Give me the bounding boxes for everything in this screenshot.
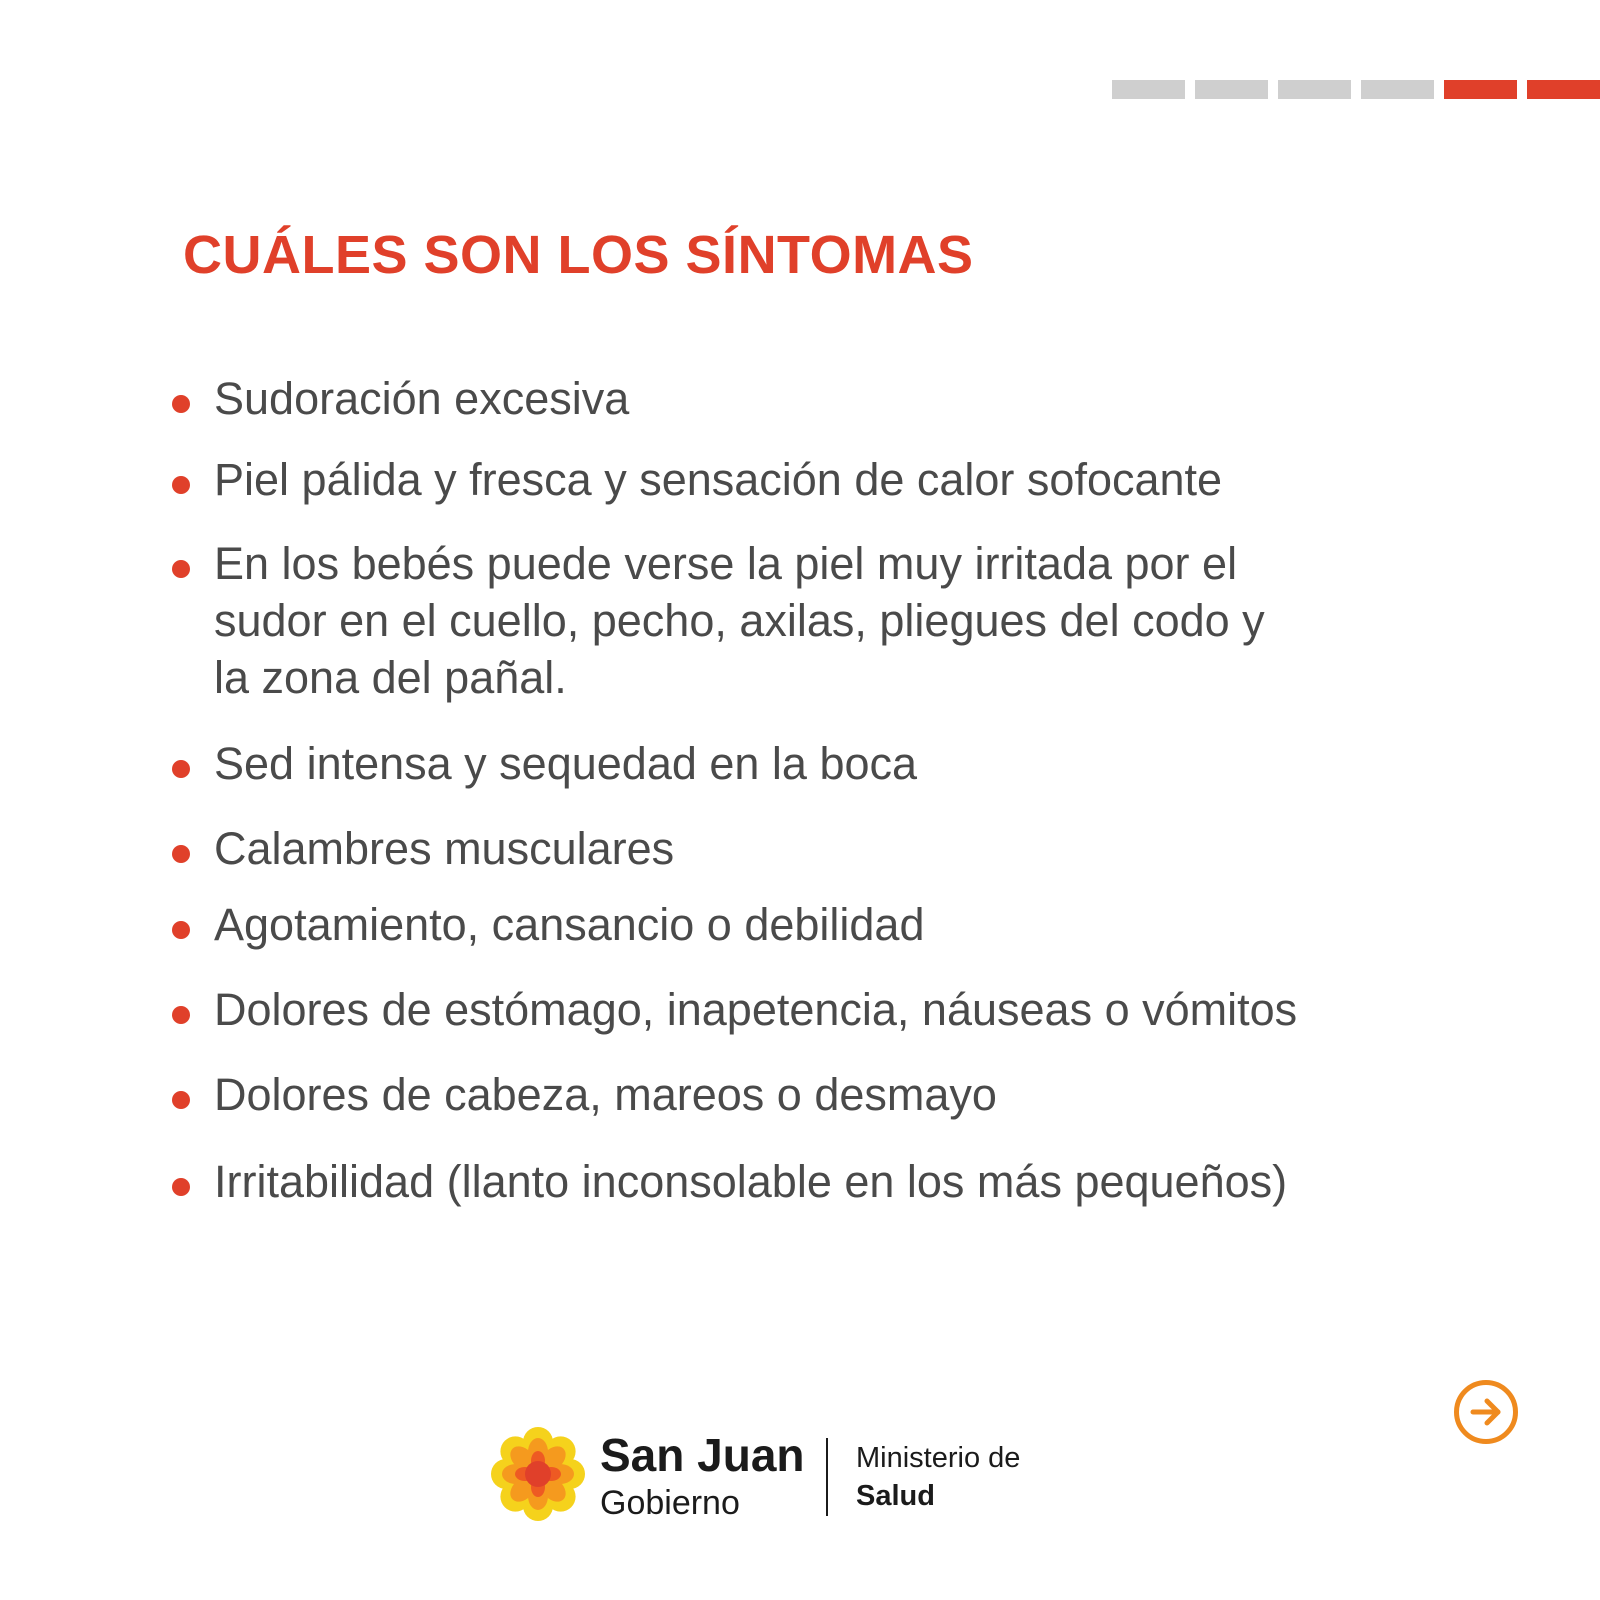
symptom-text: Piel pálida y fresca y sensación de calor sofocante (214, 454, 1223, 505)
symptom-text: Agotamiento, cansancio o debilidad (214, 899, 925, 950)
progress-segment (1278, 80, 1351, 99)
bullet-icon (172, 845, 190, 863)
symptom-text: Sudoración excesiva (214, 373, 630, 424)
bullet-icon (172, 395, 190, 413)
symptom-item (172, 896, 1392, 953)
ministry-label: Ministerio de (856, 1442, 1021, 1474)
footer-logo (490, 1426, 1050, 1526)
symptom-item (172, 735, 1392, 792)
progress-segment (1361, 80, 1434, 99)
symptom-item (172, 370, 1392, 427)
page-title: CUÁLES SON LOS SÍNTOMAS (183, 225, 974, 285)
bullet-icon (172, 1006, 190, 1024)
symptom-item (172, 981, 1392, 1038)
bullet-icon (172, 1091, 190, 1109)
bullet-icon (172, 760, 190, 778)
symptom-item (172, 820, 1392, 877)
brand-name: San Juan (600, 1429, 805, 1481)
bullet-icon (172, 1178, 190, 1196)
next-slide-button[interactable] (1454, 1380, 1518, 1444)
bullet-icon (172, 921, 190, 939)
symptom-item (172, 451, 1392, 508)
symptom-text: Calambres musculares (214, 823, 675, 874)
brand-subtitle: Gobierno (600, 1484, 740, 1522)
progress-segment (1112, 80, 1185, 99)
progress-segment (1195, 80, 1268, 99)
symptom-text: En los bebés puede verse la piel muy irritada por el sudor en el cuello, pecho, axilas, pliegues del codo y la zona del pañal. (214, 538, 1265, 703)
logo-divider (826, 1438, 828, 1516)
symptom-text: Dolores de estómago, inapetencia, náuseas o vómitos (214, 984, 1298, 1035)
symptom-item (172, 1153, 1392, 1210)
symptom-item (172, 1066, 1392, 1123)
ministry-name: Salud (856, 1480, 935, 1512)
progress-segment-active (1527, 80, 1600, 99)
symptom-text: Sed intensa y sequedad en la boca (214, 738, 918, 789)
san-juan-flower-logo-icon (490, 1426, 586, 1522)
slide-progress-indicator (1112, 80, 1600, 99)
progress-segment-active (1444, 80, 1517, 99)
bullet-icon (172, 476, 190, 494)
symptom-text: Dolores de cabeza, mareos o desmayo (214, 1069, 997, 1120)
symptom-text: Irritabilidad (llanto inconsolable en los más pequeños) (214, 1156, 1288, 1207)
bullet-icon (172, 560, 190, 578)
symptom-item (172, 535, 1392, 706)
arrow-right-icon (1467, 1393, 1505, 1431)
